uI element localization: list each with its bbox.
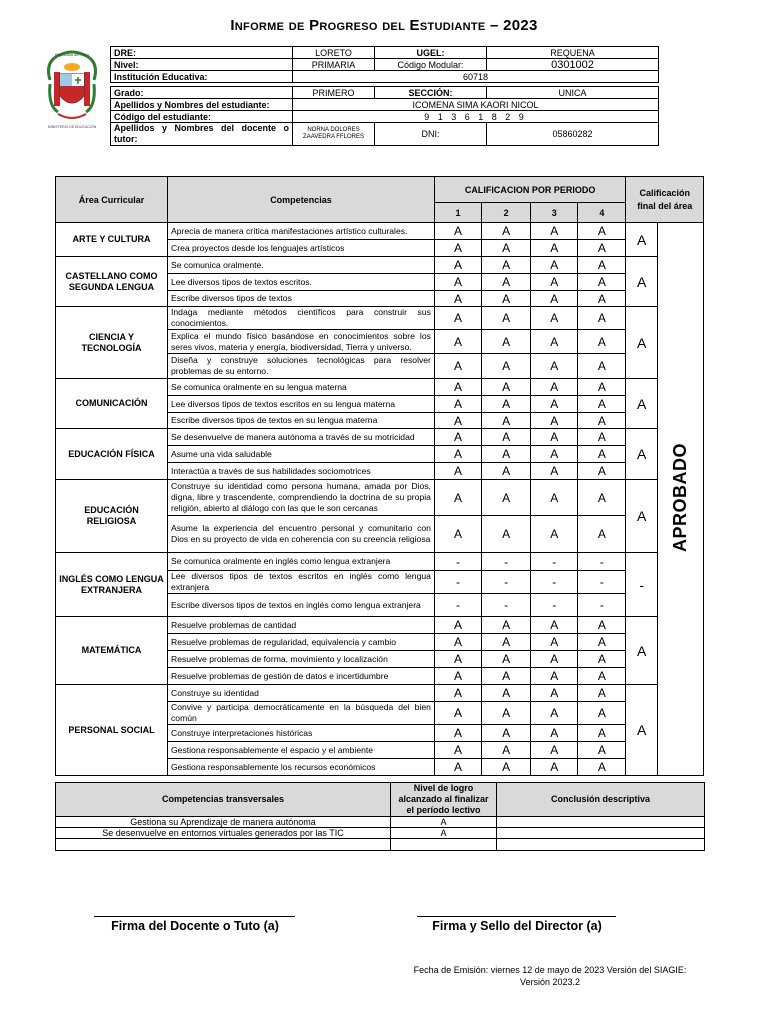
competency-text: Lee diversos tipos de textos escritos. <box>168 274 435 291</box>
code-label: Código del estudiante: <box>111 111 293 123</box>
competency-text: Construye su identidad <box>168 685 435 702</box>
peru-coat-of-arms-icon <box>44 50 100 124</box>
period-3-grade: A <box>531 240 578 257</box>
seccion-value: UNICA <box>487 87 659 99</box>
period-4-grade: A <box>578 725 626 742</box>
area-name: PERSONAL SOCIAL <box>56 685 168 776</box>
ugel-value: REQUENA <box>487 47 659 59</box>
period-2-grade: A <box>482 516 531 553</box>
period-3-grade: A <box>531 354 578 379</box>
period-2-grade: A <box>482 463 531 480</box>
period-2-grade: A <box>482 480 531 516</box>
period-3-grade: A <box>531 274 578 291</box>
student-info-table <box>110 46 659 146</box>
empty-cell <box>391 839 497 851</box>
area-final-grade: A <box>626 257 657 307</box>
period-4-grade: A <box>578 396 626 413</box>
teacher-value: NORNA DOLORES ZAAVEDRA FFLORES <box>293 123 375 146</box>
nivel-label: Nivel: <box>111 59 293 71</box>
teacher-signature-label: Firma del Docente o Tuto (a) <box>111 919 279 933</box>
area-name: INGLÉS COMO LENGUA EXTRANJERA <box>56 553 168 617</box>
period-4-grade: A <box>578 759 626 776</box>
dre-value: LORETO <box>293 47 375 59</box>
period-1-grade: A <box>434 330 481 354</box>
period-1-grade: A <box>434 354 481 379</box>
nivel-value: PRIMARIA <box>293 59 375 71</box>
period-4-grade: A <box>578 223 626 240</box>
codmod-label: Código Modular: <box>375 59 487 71</box>
period-4-grade: A <box>578 291 626 307</box>
competency-text: Se comunica oralmente en inglés como lengua extranjera <box>168 553 435 571</box>
competency-text: Asume una vida saludable <box>168 446 435 463</box>
verdict-cell <box>657 223 703 776</box>
area-name: EDUCACIÓN FÍSICA <box>56 429 168 480</box>
period-4-grade: A <box>578 330 626 354</box>
transversal-level-2: A <box>391 828 497 839</box>
competency-text: Resuelve problemas de regularidad, equivalencia y cambio <box>168 634 435 651</box>
footer-line-1: Fecha de Emisión: viernes 12 de mayo de 2023 Versión del SIAGIE: <box>413 965 687 975</box>
seccion-label: SECCIÓN: <box>375 87 487 99</box>
period-3-grade: A <box>531 413 578 429</box>
period-3-grade: A <box>531 379 578 396</box>
period-2-grade: A <box>482 330 531 354</box>
period-4-grade: A <box>578 742 626 759</box>
period-4-grade: A <box>578 685 626 702</box>
period-4-grade: A <box>578 429 626 446</box>
competency-text: Crea proyectos desde los lenguajes artísticos <box>168 240 435 257</box>
period-1-grade: A <box>434 742 481 759</box>
period-2-grade: A <box>482 274 531 291</box>
competency-text: Escribe diversos tipos de textos <box>168 291 435 307</box>
ugel-label: UGEL: <box>375 47 487 59</box>
student-label: Apellidos y Nombres del estudiante: <box>111 99 293 111</box>
calificacion-header: CALIFICACION POR PERIODO <box>434 177 626 203</box>
area-name: EDUCACIÓN RELIGIOSA <box>56 480 168 553</box>
period-2-grade: - <box>482 594 531 617</box>
transversal-concl-1 <box>497 817 705 828</box>
competency-text: Construye su identidad como persona humana, amada por Dios, digna, libre y trascendente, comprendiendo la doctrina de su propia religión, abierto al diálogo con las que le son cercanas <box>168 480 435 516</box>
period-2-grade: A <box>482 702 531 725</box>
competency-text: Explica el mundo físico basándose en conocimientos sobre los seres vivos, materia y energía, biodiversidad, Tierra y universo. <box>168 330 435 354</box>
period-2-grade: A <box>482 354 531 379</box>
area-name: CIENCIA Y TECNOLOGÍA <box>56 307 168 379</box>
period-1-grade: - <box>434 594 481 617</box>
area-final-grade: A <box>626 379 657 429</box>
competency-text: Asume la experiencia del encuentro personal y comunitario con Dios en su proyecto de vida en coherencia con su creencia religiosa <box>168 516 435 553</box>
competency-text: Escribe diversos tipos de textos en inglés como lengua extranjera <box>168 594 435 617</box>
period-1-grade: A <box>434 759 481 776</box>
period-3-grade: - <box>531 594 578 617</box>
period-1-grade: A <box>434 240 481 257</box>
transversal-level-1: A <box>391 817 497 828</box>
period-3-grade: A <box>531 257 578 274</box>
period-4-grade: - <box>578 553 626 571</box>
period-4-grade: A <box>578 307 626 330</box>
period-3-grade: A <box>531 725 578 742</box>
period-4-grade: A <box>578 354 626 379</box>
period-1-grade: A <box>434 257 481 274</box>
ie-label: Institución Educativa: <box>111 71 293 83</box>
period-2-grade: A <box>482 223 531 240</box>
period-3-grade: A <box>531 396 578 413</box>
period-4-grade: A <box>578 480 626 516</box>
verdict-text: APROBADO <box>669 443 690 553</box>
dre-label: DRE: <box>111 47 293 59</box>
period-1-grade: - <box>434 571 481 594</box>
period-1-grade: A <box>434 396 481 413</box>
competency-text: Resuelve problemas de forma, movimiento y localización <box>168 651 435 668</box>
transversal-table <box>55 782 705 851</box>
period-3-grade: A <box>531 516 578 553</box>
competency-text: Aprecia de manera crítica manifestaciones artístico culturales. <box>168 223 435 240</box>
period-3-grade: A <box>531 702 578 725</box>
period-1-grade: A <box>434 307 481 330</box>
period-3-header: 3 <box>531 203 578 223</box>
period-3-grade: A <box>531 307 578 330</box>
competencias-header: Competencias <box>168 177 435 223</box>
period-3-grade: A <box>531 759 578 776</box>
period-3-grade: A <box>531 330 578 354</box>
transversal-header: Competencias transversales <box>56 783 391 817</box>
period-1-grade: A <box>434 223 481 240</box>
period-2-header: 2 <box>482 203 531 223</box>
period-4-grade: A <box>578 379 626 396</box>
period-3-grade: A <box>531 617 578 634</box>
competency-text: Resuelve problemas de cantidad <box>168 617 435 634</box>
period-3-grade: A <box>531 480 578 516</box>
dni-value: 05860282 <box>487 123 659 146</box>
period-1-grade: A <box>434 413 481 429</box>
area-name: CASTELLANO COMO SEGUNDA LENGUA <box>56 257 168 307</box>
period-1-grade: A <box>434 516 481 553</box>
period-4-grade: A <box>578 257 626 274</box>
period-3-grade: A <box>531 634 578 651</box>
period-1-grade: A <box>434 617 481 634</box>
area-final-grade: - <box>626 553 657 617</box>
period-3-grade: A <box>531 463 578 480</box>
codmod-value: 0301002 <box>487 59 659 71</box>
area-final-grade: A <box>626 429 657 480</box>
area-name: COMUNICACIÓN <box>56 379 168 429</box>
period-1-grade: A <box>434 634 481 651</box>
period-1-grade: A <box>434 446 481 463</box>
period-3-grade: A <box>531 685 578 702</box>
area-name: MATEMÁTICA <box>56 617 168 685</box>
period-4-grade: A <box>578 668 626 685</box>
dni-label: DNI: <box>375 123 487 146</box>
teacher-label: Apellidos y Nombres del docente o tutor: <box>111 123 293 146</box>
period-2-grade: A <box>482 651 531 668</box>
period-4-grade: A <box>578 274 626 291</box>
period-2-grade: A <box>482 240 531 257</box>
period-3-grade: A <box>531 291 578 307</box>
ie-value: 60718 <box>293 71 659 83</box>
period-3-grade: - <box>531 553 578 571</box>
page-title: Informe de Progreso del Estudiante – 2023 <box>230 17 538 34</box>
period-3-grade: A <box>531 742 578 759</box>
transversal-comp-1: Gestiona su Aprendizaje de manera autónoma <box>56 817 391 828</box>
area-name: ARTE Y CULTURA <box>56 223 168 257</box>
competency-text: Diseña y construye soluciones tecnológicas para resolver problemas de su entorno. <box>168 354 435 379</box>
period-2-grade: A <box>482 634 531 651</box>
period-1-grade: - <box>434 553 481 571</box>
crest-motto: República del Perú <box>55 52 89 57</box>
period-4-grade: A <box>578 463 626 480</box>
period-4-grade: A <box>578 240 626 257</box>
area-header: Área Curricular <box>56 177 168 223</box>
period-1-grade: A <box>434 725 481 742</box>
period-2-grade: A <box>482 307 531 330</box>
period-2-grade: A <box>482 446 531 463</box>
period-4-grade: A <box>578 702 626 725</box>
area-final-grade: A <box>626 223 657 257</box>
competency-text: Lee diversos tipos de textos escritos en su lengua materna <box>168 396 435 413</box>
director-signature-line <box>417 916 616 917</box>
period-3-grade: - <box>531 571 578 594</box>
director-signature-label: Firma y Sello del Director (a) <box>432 919 602 933</box>
period-2-grade: A <box>482 396 531 413</box>
area-final-grade: A <box>626 617 657 685</box>
period-4-grade: A <box>578 634 626 651</box>
period-1-grade: A <box>434 429 481 446</box>
competency-text: Escribe diversos tipos de textos en su lengua materna <box>168 413 435 429</box>
competency-text: Se desenvuelve de manera autónoma a través de su motricidad <box>168 429 435 446</box>
period-2-grade: A <box>482 291 531 307</box>
area-final-grade: A <box>626 480 657 553</box>
empty-cell <box>56 839 391 851</box>
period-2-grade: A <box>482 413 531 429</box>
period-3-grade: A <box>531 223 578 240</box>
footer-line-2: Versión 2023.2 <box>519 977 581 987</box>
area-final-grade: A <box>626 685 657 776</box>
period-4-grade: - <box>578 571 626 594</box>
competency-text: Gestiona responsablemente el espacio y el ambiente <box>168 742 435 759</box>
period-1-grade: A <box>434 651 481 668</box>
period-1-grade: A <box>434 702 481 725</box>
crest-caption: MINISTERIO DE EDUCACIÓN <box>47 125 97 129</box>
period-4-grade: A <box>578 516 626 553</box>
period-1-grade: A <box>434 463 481 480</box>
period-3-grade: A <box>531 668 578 685</box>
competency-text: Construye interpretaciones históricas <box>168 725 435 742</box>
period-1-grade: A <box>434 291 481 307</box>
period-4-grade: A <box>578 413 626 429</box>
final-header: Calificación final del área <box>626 177 704 223</box>
period-2-grade: - <box>482 553 531 571</box>
period-3-grade: A <box>531 651 578 668</box>
period-4-grade: A <box>578 617 626 634</box>
grado-value: PRIMERO <box>293 87 375 99</box>
transversal-concl-2 <box>497 828 705 839</box>
period-3-grade: A <box>531 446 578 463</box>
transversal-comp-2: Se desenvuelve en entornos virtuales generados por las TIC <box>56 828 391 839</box>
grado-label: Grado: <box>111 87 293 99</box>
conclusion-header: Conclusión descriptiva <box>497 783 705 817</box>
level-header: Nivel de logro alcanzado al finalizar el período lectivo <box>391 783 497 817</box>
period-2-grade: A <box>482 257 531 274</box>
teacher-signature-line <box>94 916 295 917</box>
competency-text: Se comunica oralmente en su lengua materna <box>168 379 435 396</box>
period-4-grade: - <box>578 594 626 617</box>
competency-text: Lee diversos tipos de textos escritos en inglés como lengua extranjera <box>168 571 435 594</box>
period-1-grade: A <box>434 480 481 516</box>
period-3-grade: A <box>531 429 578 446</box>
student-value: ICOMENA SIMA KAORI NICOL <box>293 99 659 111</box>
period-1-grade: A <box>434 379 481 396</box>
emission-footer <box>380 964 720 988</box>
period-2-grade: A <box>482 668 531 685</box>
period-4-grade: A <box>578 651 626 668</box>
period-2-grade: A <box>482 759 531 776</box>
period-1-grade: A <box>434 274 481 291</box>
period-2-grade: A <box>482 685 531 702</box>
code-value: 9 1 3 6 1 8 2 9 <box>293 111 659 123</box>
period-2-grade: A <box>482 379 531 396</box>
period-2-grade: A <box>482 725 531 742</box>
grades-table <box>55 176 704 776</box>
period-2-grade: A <box>482 617 531 634</box>
competency-text: Interactúa a través de sus habilidades sociomotrices <box>168 463 435 480</box>
area-final-grade: A <box>626 307 657 379</box>
competency-text: Resuelve problemas de gestión de datos e incertidumbre <box>168 668 435 685</box>
period-1-grade: A <box>434 668 481 685</box>
competency-text: Indaga mediante métodos científicos para construir sus conocimientos. <box>168 307 435 330</box>
period-1-grade: A <box>434 685 481 702</box>
period-2-grade: A <box>482 429 531 446</box>
period-2-grade: - <box>482 571 531 594</box>
period-4-grade: A <box>578 446 626 463</box>
competency-text: Gestiona responsablemente los recursos económicos <box>168 759 435 776</box>
period-4-header: 4 <box>578 203 626 223</box>
competency-text: Se comunica oralmente. <box>168 257 435 274</box>
empty-cell <box>497 839 705 851</box>
period-2-grade: A <box>482 742 531 759</box>
period-1-header: 1 <box>434 203 481 223</box>
competency-text: Convive y participa democráticamente en la búsqueda del bien común <box>168 702 435 725</box>
